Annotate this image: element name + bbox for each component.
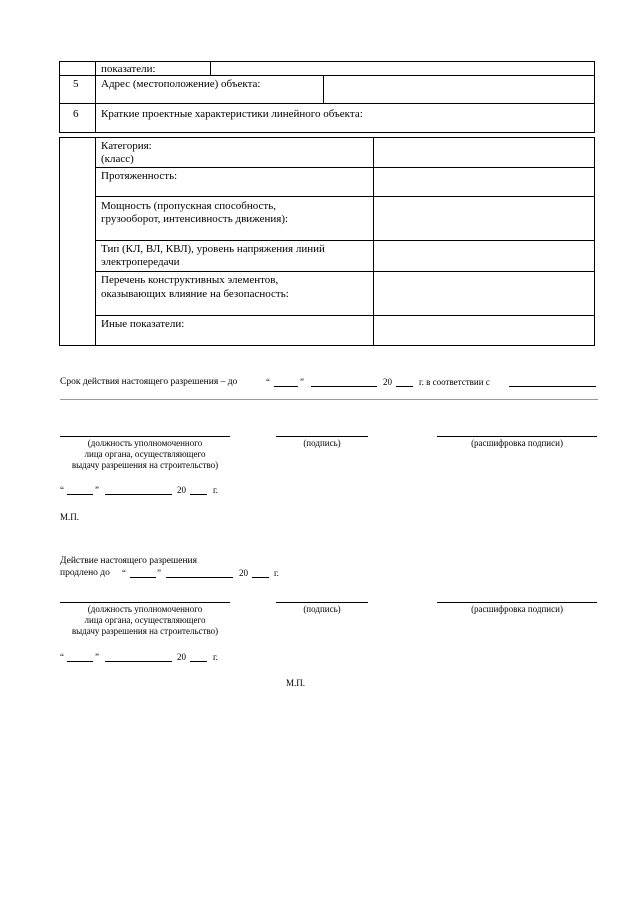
validity-year-field[interactable] bbox=[396, 386, 413, 387]
extension-year-field[interactable] bbox=[252, 577, 269, 578]
date-year-field-1[interactable] bbox=[190, 494, 207, 495]
signature-field-2[interactable] bbox=[276, 602, 368, 603]
sign-caption-1: (подпись) bbox=[303, 438, 341, 448]
stamp-1: М.П. bbox=[60, 512, 80, 522]
validity-day-field[interactable] bbox=[274, 386, 298, 387]
extension-year-prefix: 20 bbox=[239, 568, 248, 578]
position-field-2[interactable] bbox=[60, 602, 230, 603]
date-quote-close-1: ” bbox=[95, 485, 99, 495]
position-caption-1-l2: лица органа, осуществляющего bbox=[84, 449, 206, 459]
date-month-field-2[interactable] bbox=[105, 661, 172, 662]
extension-line1: Действие настоящего разрешения bbox=[60, 556, 197, 566]
decode-caption-2: (расшифровка подписи) bbox=[471, 604, 563, 614]
char-capacity-l1: Мощность (пропускная способность, bbox=[101, 200, 276, 212]
position-caption-2-l3: выдачу разрешения на строительство) bbox=[71, 626, 219, 636]
position-field-1[interactable] bbox=[60, 436, 230, 437]
char-length: Протяженность: bbox=[101, 170, 178, 182]
decode-field-1[interactable] bbox=[437, 436, 597, 437]
decode-caption-1: (расшифровка подписи) bbox=[471, 438, 563, 448]
date-year-field-2[interactable] bbox=[190, 661, 207, 662]
validity-quote-close: ” bbox=[300, 377, 304, 387]
position-caption-1-l3: выдачу разрешения на строительство) bbox=[71, 460, 219, 470]
char-category-class: (класс) bbox=[101, 153, 134, 165]
row-label-address: Адрес (местоположение) объекта: bbox=[101, 78, 261, 90]
extension-day-field[interactable] bbox=[130, 577, 156, 578]
decode-field-2[interactable] bbox=[437, 602, 597, 603]
char-elements-l2: оказывающих влияние на безопасность: bbox=[101, 288, 289, 300]
validity-year-prefix: 20 bbox=[383, 377, 392, 387]
extension-month-field[interactable] bbox=[166, 577, 233, 578]
char-category: Категория: bbox=[101, 140, 152, 152]
date-quote-open-2: “ bbox=[60, 652, 64, 662]
char-other: Иные показатели: bbox=[101, 318, 185, 330]
extension-quote-open: “ bbox=[122, 568, 126, 578]
date-suffix-2: г. bbox=[213, 652, 218, 662]
extension-suffix: г. bbox=[274, 568, 279, 578]
char-power-line-l2: электропередачи bbox=[101, 256, 180, 268]
date-year-prefix-2: 20 bbox=[177, 652, 186, 662]
date-quote-close-2: ” bbox=[95, 652, 99, 662]
position-caption-1-l1: (должность уполномоченного bbox=[87, 438, 203, 448]
validity-continuation-line[interactable] bbox=[60, 399, 598, 400]
row-number-6: 6 bbox=[73, 108, 79, 120]
sign-caption-2: (подпись) bbox=[303, 604, 341, 614]
date-quote-open-1: “ bbox=[60, 485, 64, 495]
date-suffix-1: г. bbox=[213, 485, 218, 495]
char-capacity-l2: грузооборот, интенсивность движения): bbox=[101, 213, 289, 225]
row-number-5: 5 bbox=[73, 78, 79, 90]
date-year-prefix-1: 20 bbox=[177, 485, 186, 495]
date-month-field-1[interactable] bbox=[105, 494, 172, 495]
char-power-line-l1: Тип (КЛ, ВЛ, КВЛ), уровень напряжения линий bbox=[101, 243, 325, 255]
date-day-field-1[interactable] bbox=[67, 494, 93, 495]
validity-quote-open: “ bbox=[266, 377, 270, 387]
row-label-characteristics: Краткие проектные характеристики линейного объекта: bbox=[101, 108, 363, 120]
stamp-2: М.П. bbox=[286, 678, 306, 688]
validity-basis-field[interactable] bbox=[509, 386, 596, 387]
validity-text: Срок действия настоящего разрешения – до bbox=[60, 377, 238, 387]
position-caption-2-l2: лица органа, осуществляющего bbox=[84, 615, 206, 625]
char-elements-l1: Перечень конструктивных элементов, bbox=[101, 274, 279, 286]
position-caption-2-l1: (должность уполномоченного bbox=[87, 604, 203, 614]
date-day-field-2[interactable] bbox=[67, 661, 93, 662]
signature-field-1[interactable] bbox=[276, 436, 368, 437]
row-label-indicators: показатели: bbox=[101, 63, 156, 75]
extension-quote-close: ” bbox=[157, 568, 161, 578]
validity-suffix: г. в соответствии с bbox=[419, 377, 490, 387]
extension-line2-prefix: продлено до bbox=[60, 568, 110, 578]
validity-month-field[interactable] bbox=[311, 386, 377, 387]
